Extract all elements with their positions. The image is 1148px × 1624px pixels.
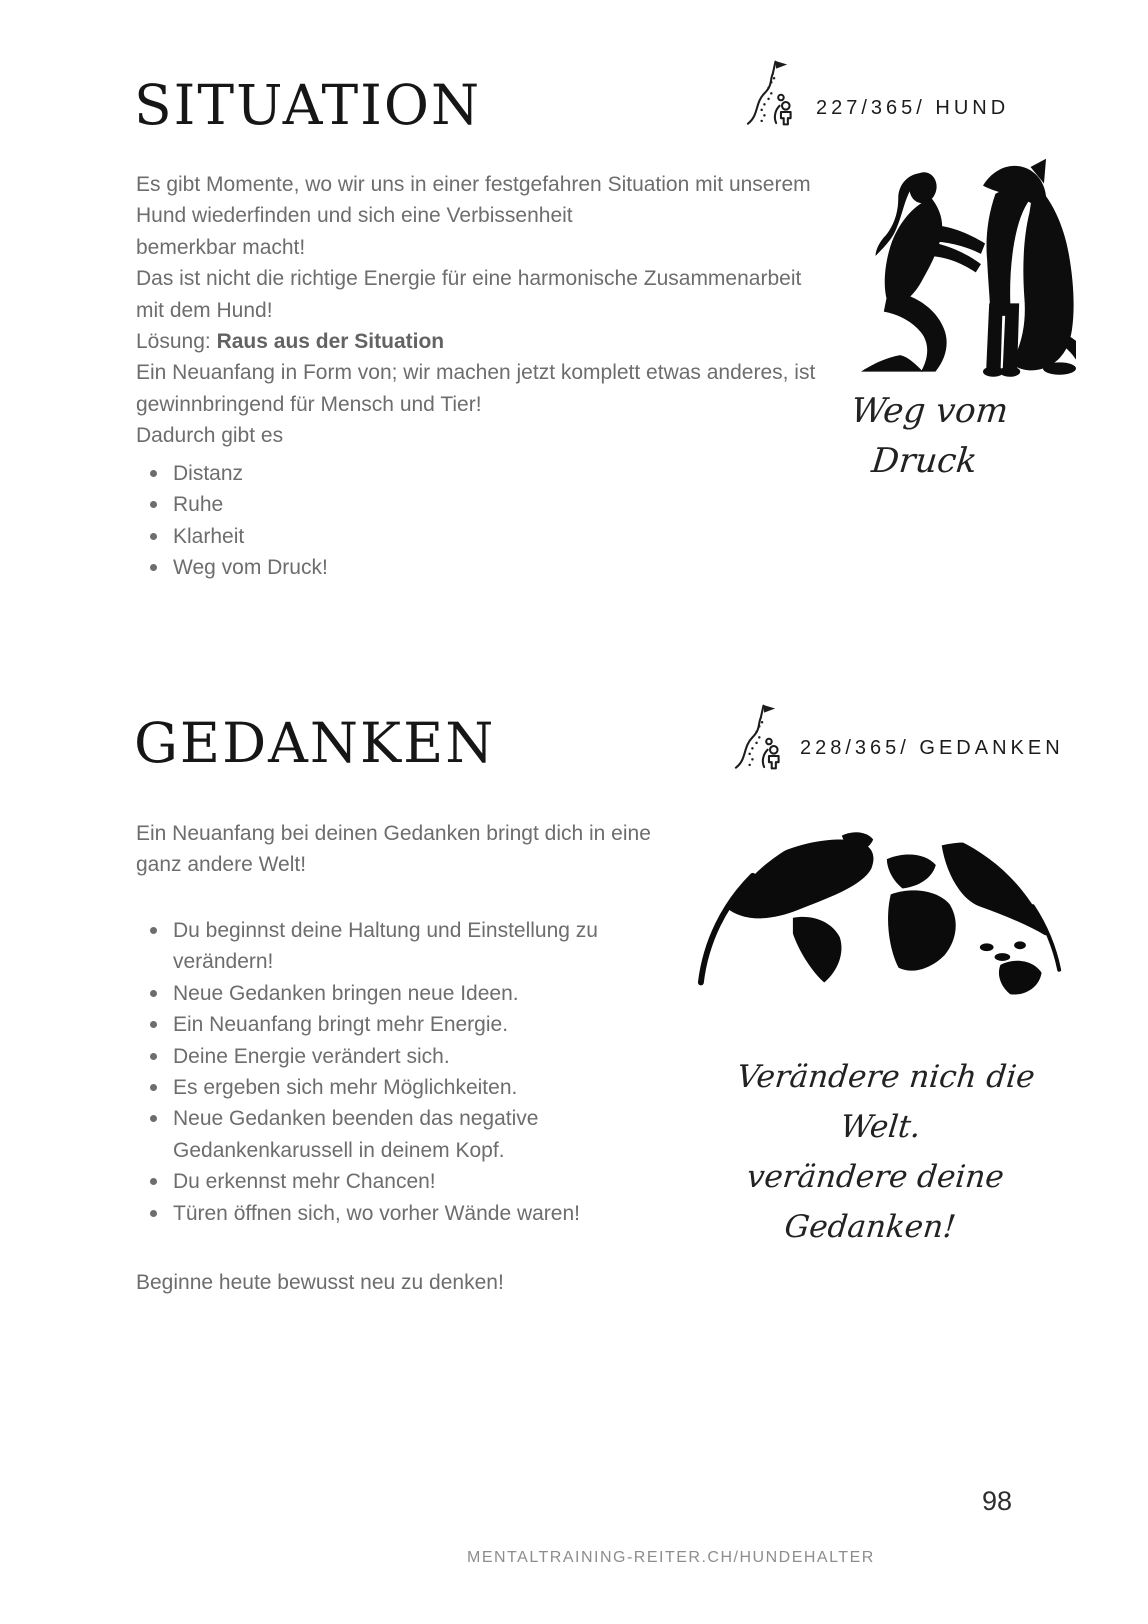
bullet-dot: [150, 533, 157, 540]
handwritten-caption: Weg vom Druck: [849, 391, 1011, 481]
paragraph-line: mit dem Hund!: [136, 298, 273, 322]
bullet-text: Du erkennst mehr Chancen!: [173, 1170, 436, 1194]
list-item: [150, 978, 623, 1009]
situation-bullet-list: [150, 458, 328, 584]
paragraph-line: Hund wiederfinden und sich eine Verbissenheit: [136, 204, 573, 228]
list-item: [150, 1166, 623, 1197]
bullet-dot: [150, 990, 157, 997]
situation-badge: 227/365/ HUND: [816, 97, 1010, 119]
bullet-dot: [150, 927, 157, 934]
list-item: [150, 915, 623, 978]
quote-line: Verändere nich die Welt.: [735, 1059, 1037, 1145]
bullet-dot: [150, 1178, 157, 1185]
bullet-text: Klarheit: [173, 524, 245, 548]
loesung-label: Lösung:: [136, 329, 217, 353]
gedanken-outro: Beginne heute bewusst neu zu denken!: [136, 1271, 504, 1294]
paragraph-line: Dadurch gibt es: [136, 424, 284, 448]
bullet-text: Ein Neuanfang bringt mehr Energie.: [173, 1013, 509, 1037]
list-item: [150, 521, 328, 552]
paragraph-line: Ein Neuanfang in Form von; wir machen jetzt komplett etwas anderes, ist: [136, 361, 816, 385]
loesung-bold: Raus aus der Situation: [216, 329, 445, 353]
list-item: [150, 1103, 623, 1166]
situation-title: SITUATION: [134, 73, 482, 137]
bullet-text: Ruhe: [173, 493, 224, 517]
list-item: [150, 1041, 623, 1072]
globe-silhouette: [695, 808, 1067, 1016]
bullet-text: Neue Gedanken bringen neue Ideen.: [173, 981, 519, 1005]
paragraph-line: Es gibt Momente, wo wir uns in einer festgefahren Situation mit unserem: [136, 173, 811, 196]
route-to-goal-icon: [729, 694, 791, 778]
gedanken-bullet-list: [150, 915, 623, 1229]
list-item: [150, 1198, 623, 1229]
gedanken-intro: [136, 818, 651, 881]
bullet-text: Du beginnst deine Haltung und Einstellung zu verändern!: [173, 919, 598, 974]
bullet-text: Distanz: [173, 462, 244, 485]
paragraph-line: Das ist nicht die richtige Energie für eine harmonische Zusammenarbeit: [136, 267, 802, 291]
bullet-text: Weg vom Druck!: [173, 556, 328, 580]
bullet-text: Neue Gedanken beenden das negative Gedankenkarussell in deinem Kopf.: [173, 1107, 539, 1162]
bullet-text: Deine Energie verändert sich.: [173, 1044, 450, 1068]
gedanken-title: GEDANKEN: [134, 711, 496, 775]
bullet-dot: [150, 501, 157, 508]
bullet-dot: [150, 1210, 157, 1217]
list-item: [150, 1072, 623, 1103]
handwritten-quote: [687, 1052, 1068, 1252]
quote-line: verändere deine Gedanken!: [745, 1159, 1006, 1245]
bullet-text: Es ergeben sich mehr Möglichkeiten.: [173, 1076, 518, 1100]
list-item: [150, 552, 328, 583]
list-item: [150, 489, 328, 520]
bullet-dot: [150, 1115, 157, 1122]
bullet-dot: [150, 470, 157, 477]
paragraph-line: bemerkbar macht!: [136, 235, 306, 259]
gedanken-badge: 228/365/ GEDANKEN: [800, 737, 1064, 759]
footer-url: MENTALTRAINING-REITER.CH/HUNDEHALTER: [467, 1549, 875, 1566]
bullet-dot: [150, 1053, 157, 1060]
paragraph-line: ganz andere Welt!: [136, 853, 307, 877]
bullet-dot: [150, 1084, 157, 1091]
paragraph-line: Ein Neuanfang bei deinen Gedanken bringt dich in eine: [136, 822, 651, 845]
bullet-text: Türen öffnen sich, wo vorher Wände waren!: [173, 1201, 580, 1225]
loesung-line: [136, 326, 815, 357]
list-item: [150, 458, 328, 489]
page-number: 98: [982, 1486, 1013, 1516]
paragraph-line: gewinnbringend für Mensch und Tier!: [136, 392, 482, 416]
route-to-goal-icon: [741, 50, 803, 134]
bullet-dot: [150, 564, 157, 571]
woman-dog-silhouette: [828, 138, 1076, 381]
list-item: [150, 1009, 623, 1040]
bullet-dot: [150, 1021, 157, 1028]
situation-paragraph: [136, 169, 815, 452]
